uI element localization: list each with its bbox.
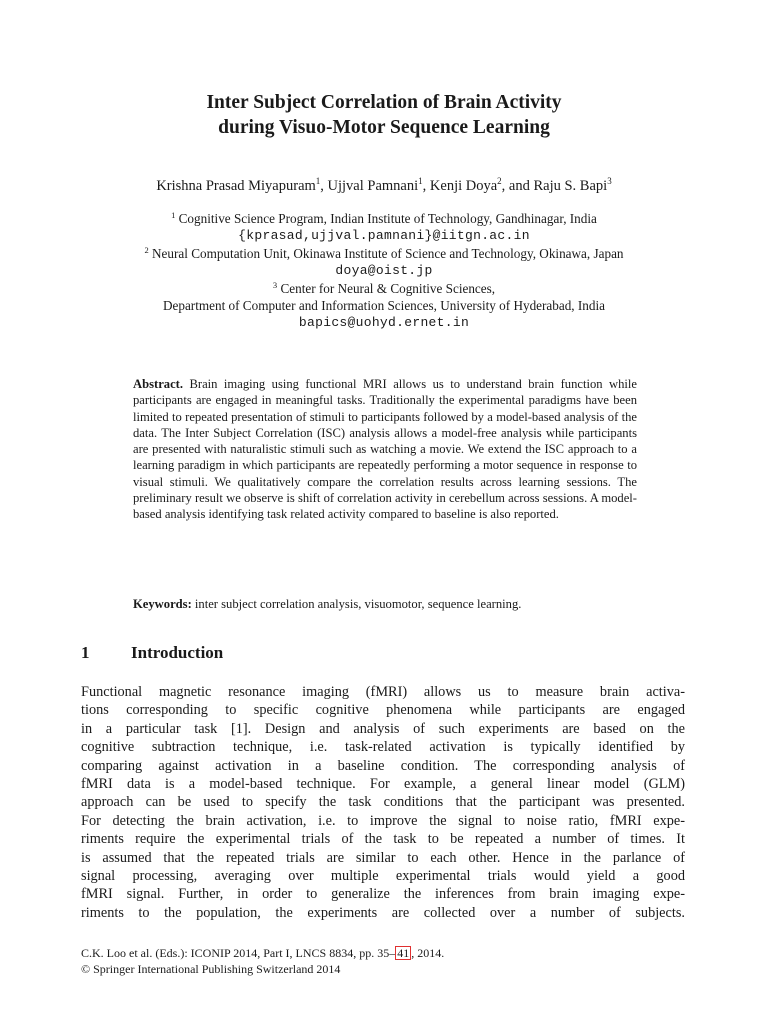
author-separator: , [320,178,328,194]
citation-text: C.K. Loo et al. (Eds.): ICONIP 2014, Part I, LNCS 8834, pp. 35– [81,946,396,960]
paragraph-line: is assumed that the repeated trials are similar to each other. Hence in the parlance of [81,849,685,866]
paragraph-line: Functional magnetic resonance imaging (fMRI) allows us to measure brain activa- [81,684,685,700]
paragraph-line: approach can be used to specify the task conditions that the participant was presented. [81,794,685,811]
author-affiliation-mark: 1 [418,176,423,186]
section-heading [81,642,223,664]
author-separator: , and [501,178,534,194]
affiliation-1 [0,210,768,227]
author-name: Krishna Prasad Miyapuram [156,178,316,194]
author-name: Kenji Doya [429,178,498,194]
affiliation-text: Department of Computer and Information Sciences, University of Hyderabad, India [162,298,605,314]
paragraph-line: fMRI signal. Further, in order to generalize the inferences from brain imaging expe- [81,886,685,903]
section-title: Introduction [131,643,224,662]
affiliations [0,210,768,332]
paragraph-line: For detecting the brain activation, i.e. to improve the signal to noise ratio, fMRI expe- [81,812,685,829]
paragraph-line: comparing against activation in a baseline condition. The corresponding analysis of [81,757,685,774]
author-affiliation-mark: 3 [607,176,612,186]
paragraph-line: fMRI data is a model-based technique. For example, a general linear model (GLM) [81,776,685,793]
paragraph-line: riments require the experimental trials of the task to be repeated a number of times. It [81,831,685,848]
affiliation-mark: 2 [144,244,149,255]
page-link[interactable]: 41 [397,946,410,960]
paragraph-line: riments to the population, the experiments are collected over a number of subjects. [81,904,685,921]
affiliation-2 [0,245,768,262]
intro-paragraph [81,683,685,922]
author-affiliation-mark: 1 [315,176,321,186]
affiliation-text: Neural Computation Unit, Okinawa Institute of Science and Technology, Okinawa, Japan [152,245,624,261]
title-line-2: during Visuo-Motor Sequence Learning [218,117,550,138]
affiliation-mark: 3 [272,279,278,290]
affiliation-text: Center for Neural & Cognitive Sciences, [280,280,496,296]
citation-text: , 2014. [411,946,445,960]
author-separator: , [422,178,430,194]
affiliation-mark: 1 [171,210,176,220]
paragraph-line: signal processing, averaging over multiple experimental trials would yield a good [81,868,685,885]
paragraph-line: in a particular task [1]. Design and analysis of such experiments are based on the [81,720,685,737]
affiliation-text: Cognitive Science Program, Indian Institute of Technology, Gandhinagar, India [178,211,597,226]
author-name: Ujjval Pamnani [327,178,419,194]
abstract [133,376,637,523]
paper-title [0,90,768,140]
keywords-text: inter subject correlation analysis, visuomotor, sequence learning. [194,597,522,611]
affiliation-email: {kprasad,ujjval.pamnani}@iitgn.ac.in [238,228,530,244]
author-name: Raju S. Bapi [533,178,608,194]
copyright-line: © Springer International Publishing Switzerland 2014 [81,962,341,976]
paragraph-line: cognitive subtraction technique, i.e. task-related activation is typically identified by [81,739,685,756]
keywords-label: Keywords: [133,597,192,611]
author-affiliation-mark: 2 [497,176,502,186]
affiliation-email: doya@oist.jp [335,263,433,279]
abstract-text: Brain imaging using functional MRI allows us to understand brain function while participants are engaged in meaningful tasks. Traditionally the experimental paradigms have been limited to repeated presentation of stimuli to participants followed by a model-based analysis of the data. The Inter Subject Correlation (ISC) analysis allows a model-free analysis while participants are presented with naturalistic stimuli such as watching a movie. We extend the ISC approach to a learning paradigm in which participants are repeatedly performing a motor sequence in response to visual stimuli. We qualitatively compare the correlation results across learning sessions. The preliminary result we observe is shift of correlation activity in cerebellum across sessions. A model-based analysis identifying task related activity compared to baseline is also reported. [133,377,637,522]
affiliation-email: bapics@uohyd.ernet.in [298,315,470,331]
abstract-label: Abstract. [133,377,184,391]
citation-line [81,945,685,961]
affiliation-3 [0,280,768,297]
title-line-1: Inter Subject Correlation of Brain Activity [206,92,562,113]
footer [81,945,685,977]
paragraph-line: tions corresponding to specific cognitive phenomena while participants are engaged [81,702,685,719]
section-number: 1 [81,643,90,662]
keywords [133,596,637,612]
author-list [0,177,768,195]
